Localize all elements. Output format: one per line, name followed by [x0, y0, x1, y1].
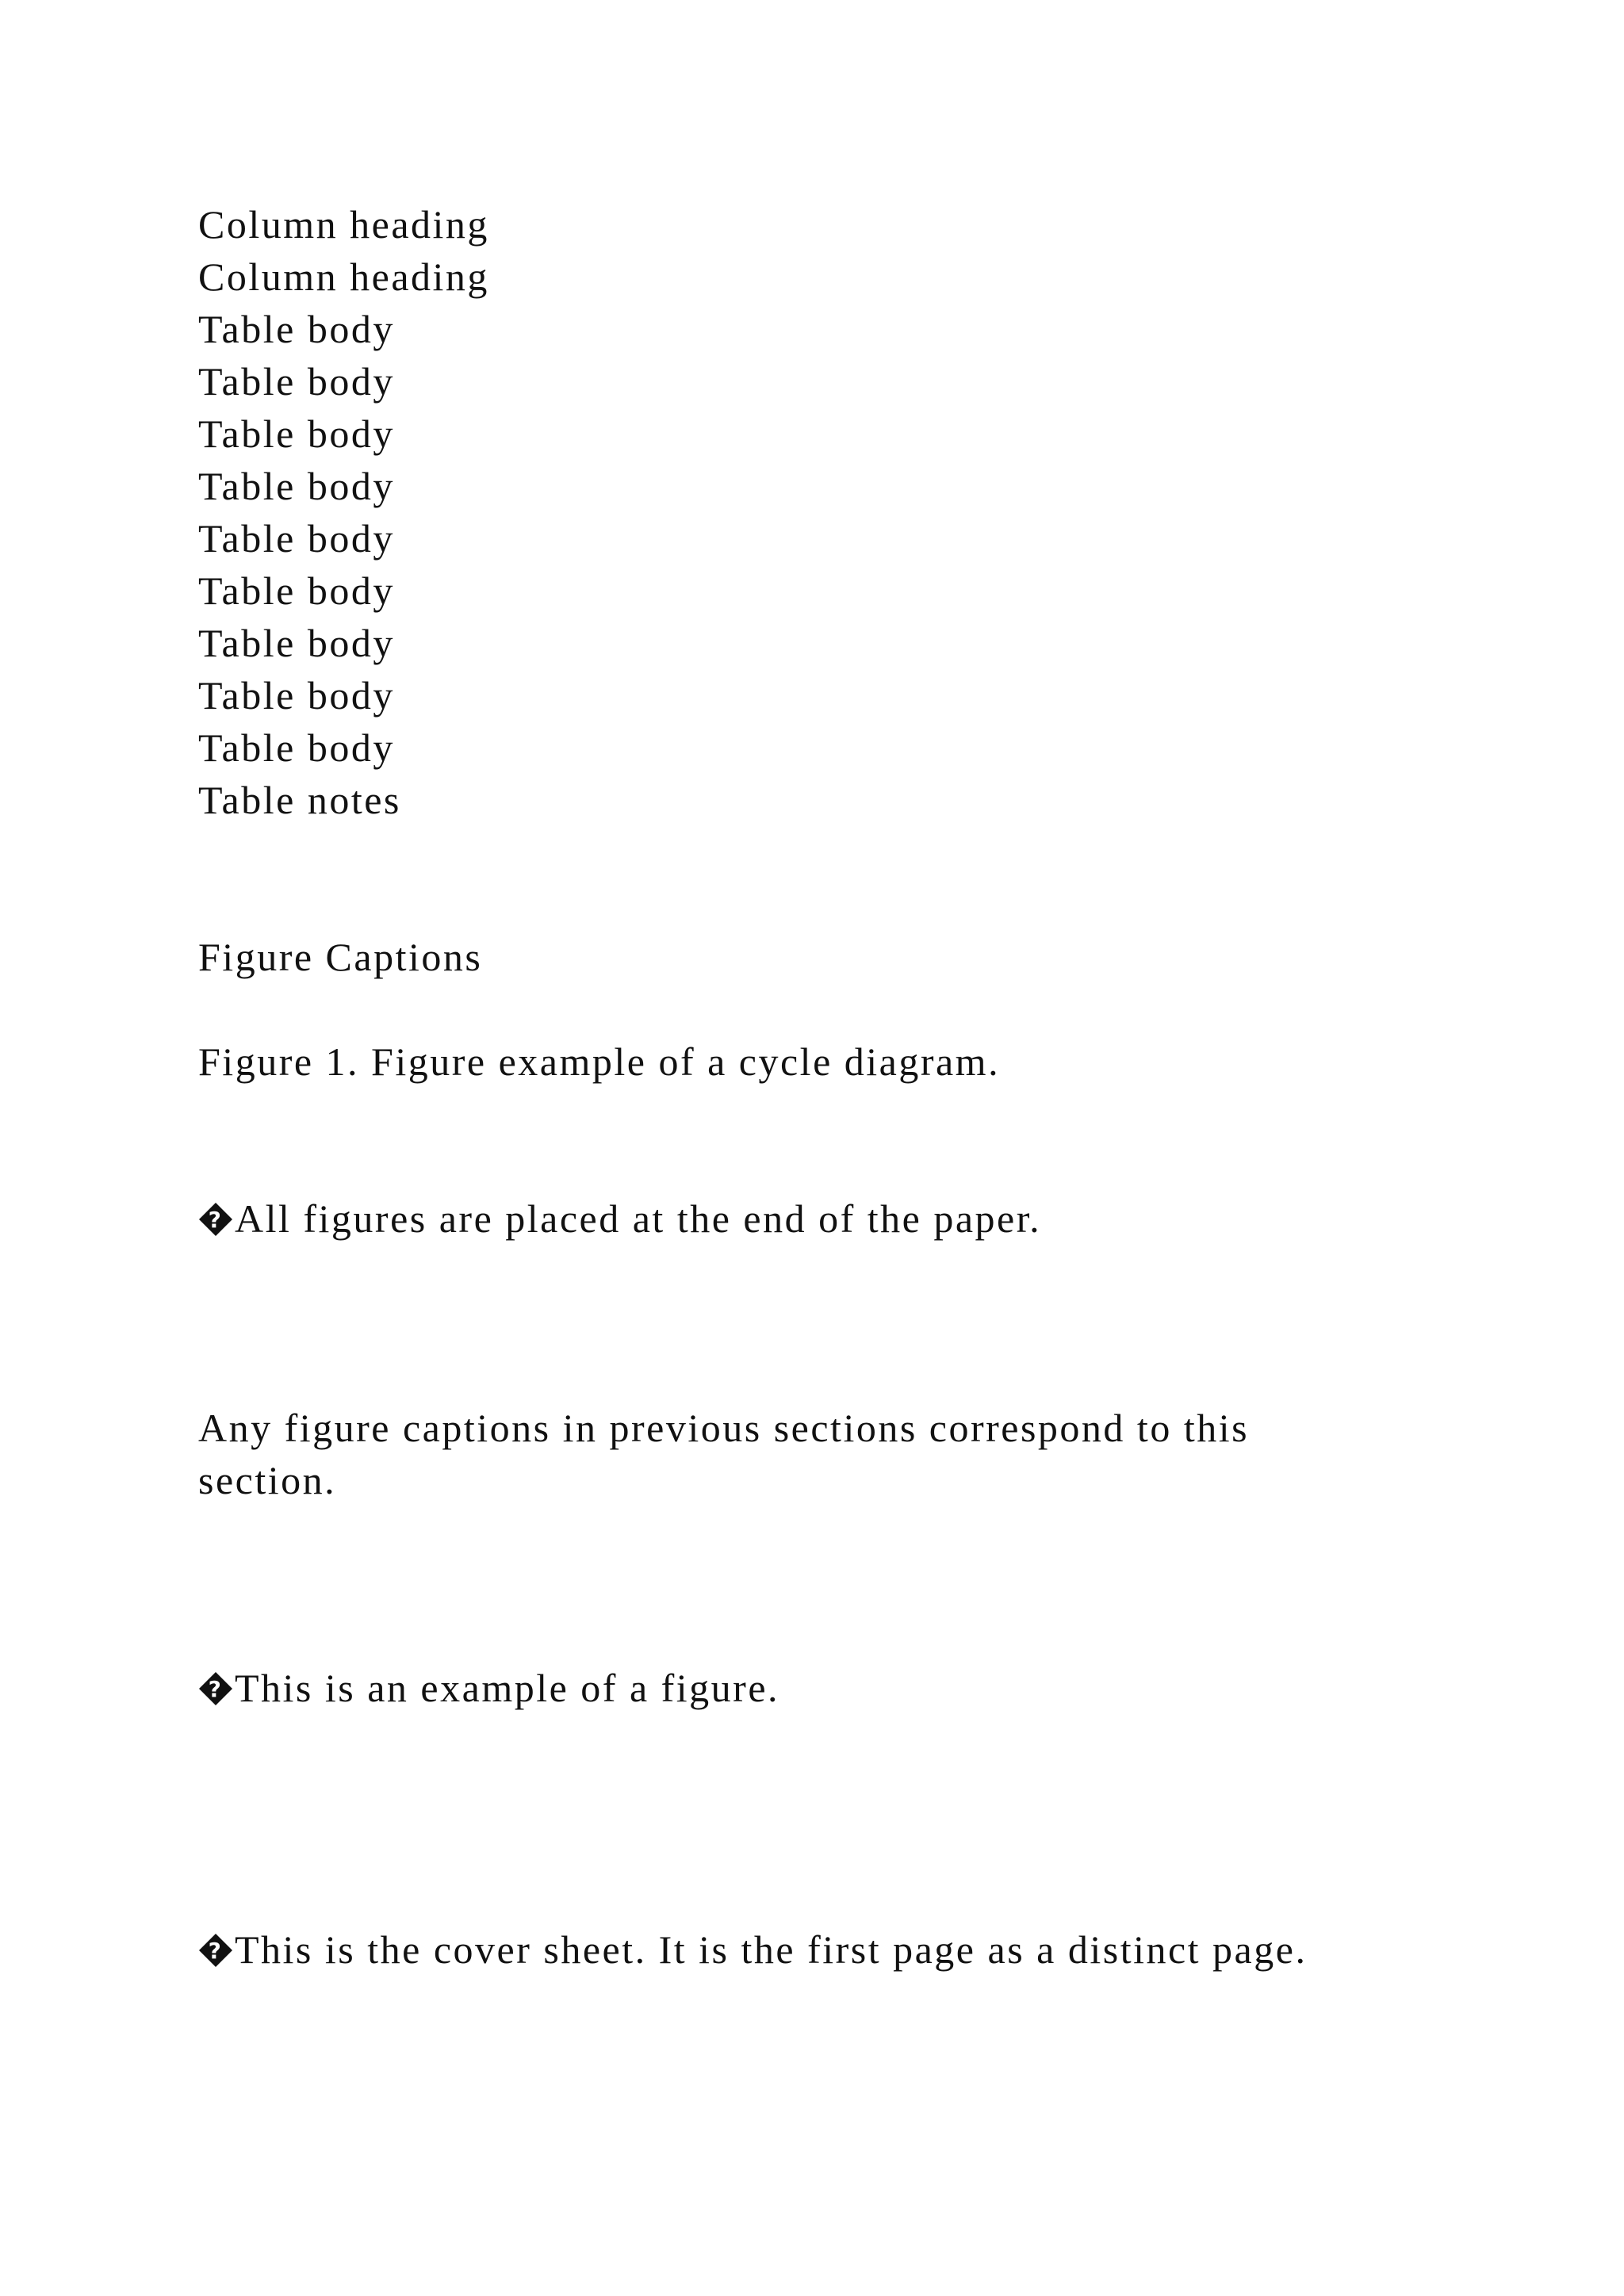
table-column-heading-2: Column heading	[198, 254, 489, 299]
table-body-line-6: Table body	[198, 568, 395, 613]
table-body-line-9: Table body	[198, 725, 395, 770]
table-body-line-4: Table body	[198, 464, 395, 508]
table-body-line-2: Table body	[198, 359, 395, 404]
table-column-heading-1: Column heading	[198, 202, 489, 247]
figure-example-note-text: This is an example of a figure.	[235, 1666, 780, 1710]
table-body-line-8: Table body	[198, 673, 395, 718]
previous-sections-note-line-2: section.	[198, 1458, 337, 1502]
all-figures-note	[198, 1192, 1041, 1245]
table-body-line-3: Table body	[198, 411, 395, 456]
figure-captions-heading: Figure Captions	[198, 935, 483, 979]
svg-text:?: ?	[208, 1207, 224, 1233]
cover-sheet-note-text: This is the cover sheet. It is the first page as a distinct page.	[235, 1927, 1308, 1972]
svg-text:?: ?	[208, 1938, 224, 1964]
table-body-line-7: Table body	[198, 621, 395, 665]
table-notes: Table notes	[198, 778, 401, 822]
cover-sheet-note	[198, 1923, 1307, 1976]
replacement-character-icon	[198, 1933, 233, 1968]
replacement-character-icon	[198, 1202, 233, 1237]
figure-1-caption: Figure 1. Figure example of a cycle diagram.	[198, 1039, 1001, 1084]
previous-sections-note-line-1: Any figure captions in previous sections correspond to this	[198, 1406, 1250, 1450]
svg-text:?: ?	[208, 1676, 224, 1702]
table-body-line-1: Table body	[198, 307, 395, 351]
table-body-line-5: Table body	[198, 516, 395, 561]
all-figures-note-text: All figures are placed at the end of the paper.	[235, 1196, 1042, 1241]
replacement-character-icon	[198, 1671, 233, 1706]
figure-example-note	[198, 1662, 779, 1714]
